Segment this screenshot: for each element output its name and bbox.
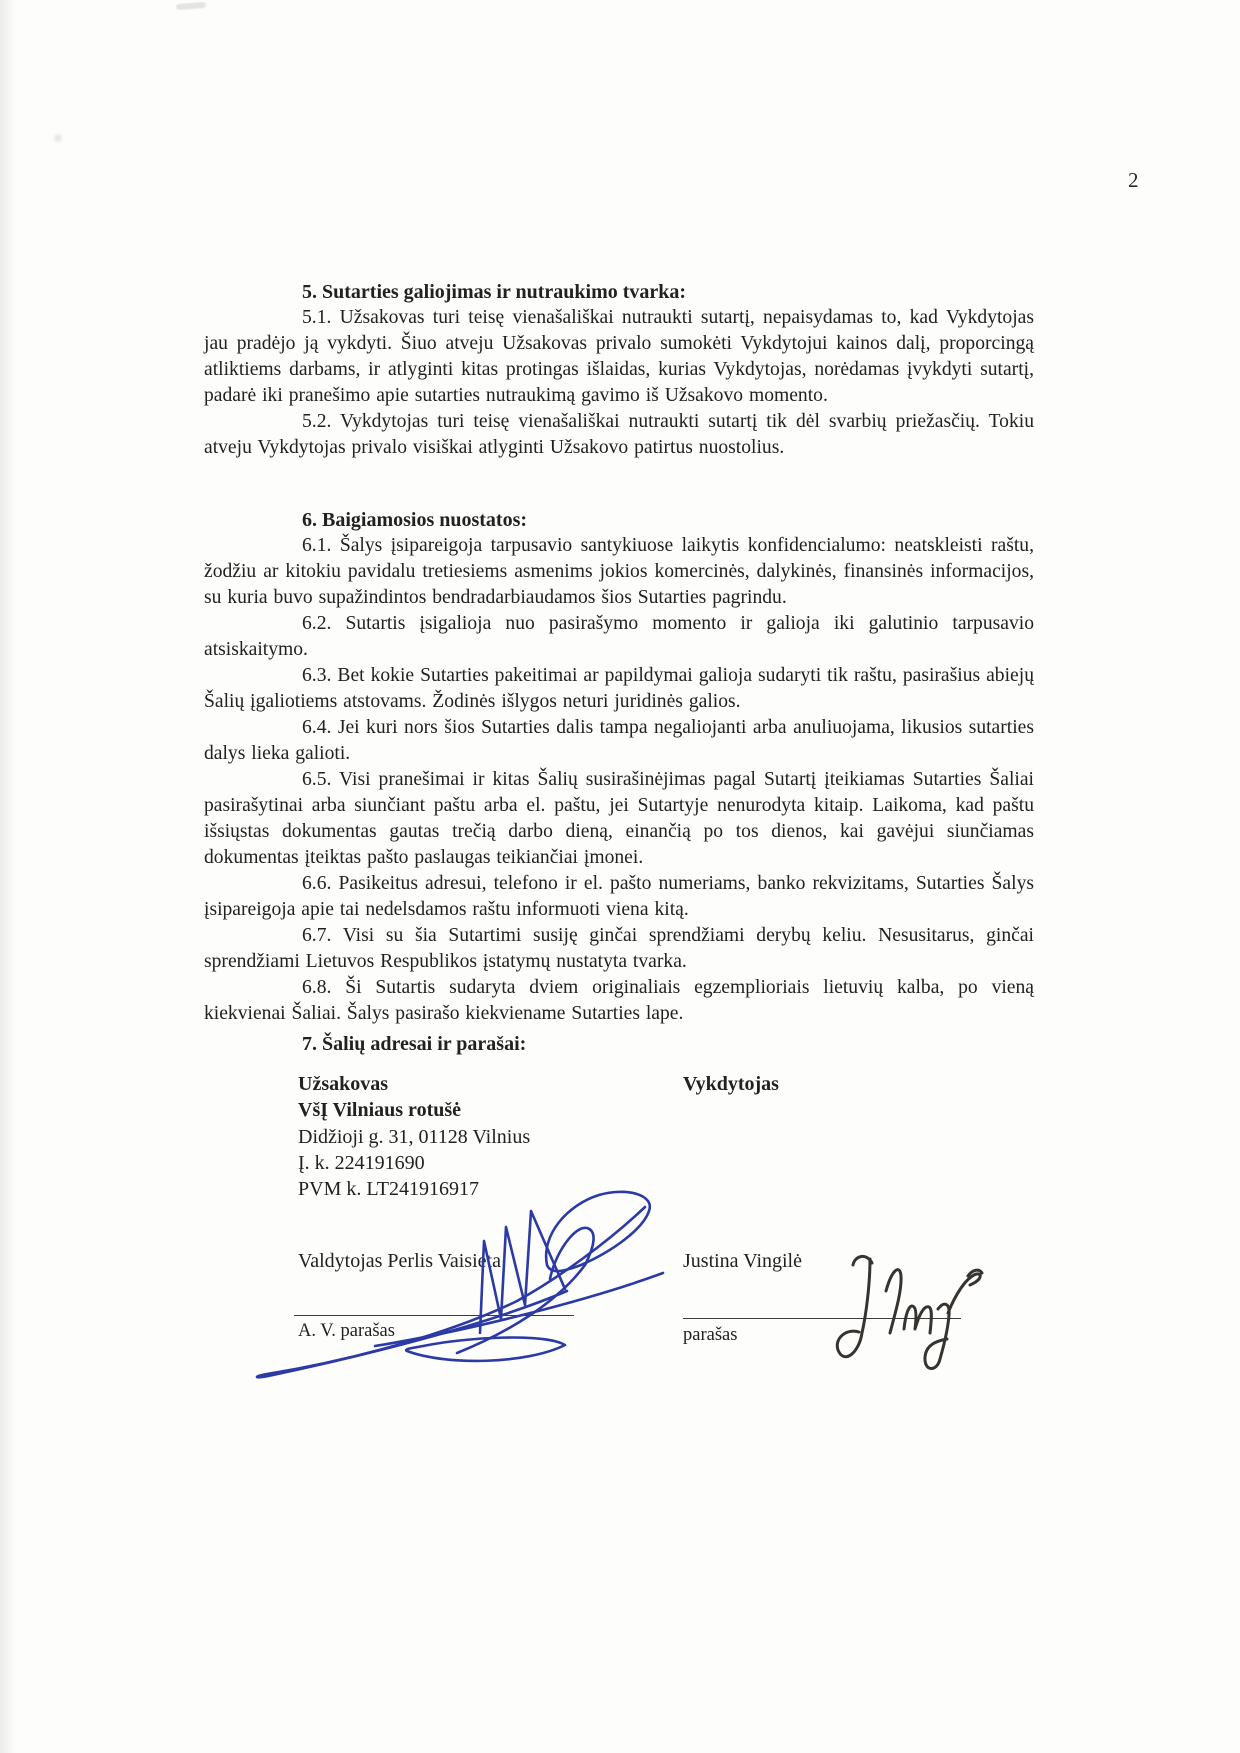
section-5-heading: 5. Sutarties galiojimas ir nutraukimo tvarka: (302, 281, 687, 303)
contractor-role-label: Vykdytojas (683, 1073, 779, 1095)
clause-5-2: 5.2. Vykdytojas turi teisę vienašališkai nutraukti sutartį tik dėl svarbių priežasčių. Tokiu atveju Vykdytojas privalo visiškai atlyginti Užsakovo patirtus nuostolius. (204, 411, 1034, 458)
contract-body (204, 279, 1034, 1027)
client-address: Didžioji g. 31, 01128 Vilnius (298, 1126, 531, 1148)
clause-6-6: 6.6. Pasikeitus adresui, telefono ir el. pašto numeriams, banko rekvizitams, Sutarties Šalys įsipareigoja apie tai nedelsdamos raštu informuoti viena kitą. (204, 873, 1034, 920)
scan-artifact-left (52, 132, 64, 144)
page-number: 2 (1128, 168, 1139, 192)
section-6-heading: 6. Baigiamosios nuostatos: (302, 509, 528, 531)
contractor-signature-label: parašas (683, 1325, 738, 1345)
client-vat-code: PVM k. LT241916917 (298, 1178, 479, 1200)
clause-5-1: 5.1. Užsakovas turi teisę vienašališkai nutraukti sutartį, nepaisydamas to, kad Vykdytojas jau pradėjo ją vykdyti. Šiuo atveju Užsakovas privalo sumokėti Vykdytojui kainos dalį, proporcingą atliktiems darbams, ir atlyginti kitas protingas išlaidas, kurias Vykdytojas, norėdamas įvykdyti sutartį, padarė iki pranešimo apie sutarties nutraukimą gavimo iš Užsakovo momento. (204, 307, 1034, 406)
contractor-handwritten-signature (820, 1245, 990, 1380)
contractor-signer-name: Justina Vingilė (683, 1250, 802, 1272)
client-handwritten-signature (225, 1183, 685, 1388)
scan-artifact-top (176, 2, 206, 10)
client-organization: VšĮ Vilniaus rotušė (298, 1099, 462, 1121)
clause-6-2: 6.2. Sutartis įsigalioja nuo pasirašymo momento ir galioja iki galutinio tarpusavio atsiskaitymo. (204, 613, 1034, 660)
clause-6-8: 6.8. Ši Sutartis sudaryta dviem originaliais egzemplioriais lietuvių kalba, po vieną kiekvienai Šaliai. Šalys pasirašo kiekviename Sutarties lape. (204, 977, 1034, 1024)
client-company-code: Į. k. 224191690 (298, 1152, 425, 1174)
clause-6-5: 6.5. Visi pranešimai ir kitas Šalių susirašinėjimas pagal Sutartį įteikiamas Sutarties Šaliai pasirašytinai arba siunčiant paštu arba el. paštu, jei Sutartyje nenurodyta kitaip. Laikoma, kad paštu išsiųstas dokumentas gautas trečią darbo dieną, einančią po tos dienos, kai gavėjui siunčiamas dokumentas įteiktas pašto paslaugas teikiančiai įmonei. (204, 769, 1034, 868)
client-signature-label: A. V. parašas (298, 1321, 395, 1341)
client-signer-name: Valdytojas Perlis Vaisieta (298, 1250, 501, 1272)
section-7-heading: 7. Šalių adresai ir parašai: (302, 1033, 527, 1055)
clause-6-1: 6.1. Šalys įsipareigoja tarpusavio santykiuose laikytis konfidencialumo: neatskleisti raštu, žodžiu ar kitokiu pavidalu tretiesiems asmenims jokios komercinės, dalykinės, finansinės informacijos, su kuria buvo supažindintos bendradarbiaudamos šios Sutarties pagrindu. (204, 535, 1034, 608)
client-role-label: Užsakovas (298, 1073, 389, 1095)
clause-6-7: 6.7. Visi su šia Sutartimi susiję ginčai sprendžiami derybų keliu. Nesusitarus, ginčai sprendžiami Lietuvos Respublikos įstatymų nustatyta tvarka. (204, 925, 1034, 972)
clause-6-3: 6.3. Bet kokie Sutarties pakeitimai ar papildymai galioja sudaryti tik raštu, pasirašius abiejų Šalių įgaliotiems atstovams. Žodinės išlygos neturi juridinės galios. (204, 665, 1034, 712)
scan-edge-shadow (0, 0, 16, 1753)
clause-6-4: 6.4. Jei kuri nors šios Sutarties dalis tampa negaliojanti arba anuliuojama, likusios sutarties dalys lieka galioti. (204, 717, 1034, 764)
